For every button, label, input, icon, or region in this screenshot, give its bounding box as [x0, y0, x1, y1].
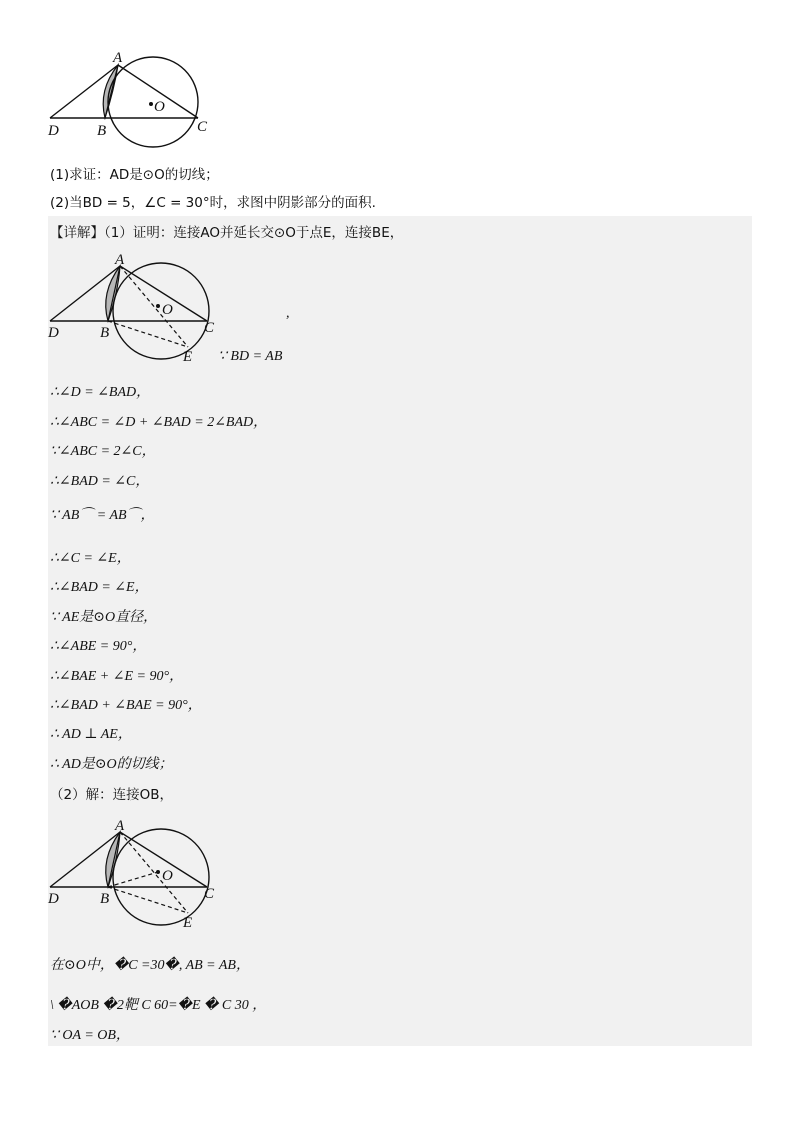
circle-o [113, 829, 209, 925]
step-1: ∴∠D = ∠BAD， [50, 385, 151, 400]
step-7: ∴∠BAD = ∠E， [50, 580, 149, 595]
solution-header: 【详解】（1）证明：连接AO并延长交⊙O于点E，连接BE， [50, 225, 404, 241]
part2-line-1: 在⊙O中，�C =30�, AB = AB， [50, 958, 250, 973]
label-o: O [162, 868, 173, 884]
part2-line-3: ∵ OA = OB， [50, 1028, 130, 1043]
step-10: ∴∠BAE + ∠E = 90°， [50, 669, 184, 684]
label-a: A [115, 818, 125, 834]
circle-o [113, 263, 209, 359]
step-11: ∴∠BAD + ∠BAE = 90°， [50, 698, 202, 713]
label-c: C [204, 320, 215, 336]
step-5: ∵ AB⌒ = AB⌒， [50, 508, 155, 523]
step-4: ∴∠BAD = ∠C， [50, 474, 150, 489]
label-c: C [204, 886, 215, 902]
label-a: A [113, 50, 123, 66]
segment-be-dashed [108, 321, 188, 347]
figure-problem [40, 45, 220, 150]
figure-proof-1 [40, 248, 240, 368]
segment-ae-dashed [120, 832, 188, 913]
figure-proof-2 [40, 814, 240, 934]
step-6: ∴∠C = ∠E， [50, 551, 131, 566]
label-b: B [100, 325, 110, 341]
segment-ob-dashed [108, 872, 158, 887]
center-point [149, 102, 153, 106]
circle-o [108, 57, 198, 147]
step-3: ∵∠ABC = 2∠C， [50, 444, 156, 459]
label-b: B [100, 891, 110, 907]
label-a: A [115, 252, 125, 268]
label-e: E [183, 349, 193, 365]
given-bd-ab: ∵ BD = AB [218, 349, 283, 364]
step-13: ∴ AD是⊙O的切线； [50, 757, 173, 772]
label-o: O [162, 302, 173, 318]
step-2: ∴∠ABC = ∠D + ∠BAD = 2∠BAD， [50, 415, 268, 430]
label-o: O [154, 99, 165, 115]
label-b: B [97, 123, 107, 139]
center-point [156, 304, 160, 308]
step-12: ∴ AD ⊥ AE， [50, 727, 132, 742]
question-part2: (2)当BD = 5，∠C = 30°时，求图中阴影部分的面积. [50, 195, 376, 211]
center-point [156, 870, 160, 874]
question-part1: (1)求证：AD是⊙O的切线； [50, 167, 219, 183]
figure-comma: , [286, 306, 290, 321]
segment-ae-dashed [120, 266, 188, 347]
part2-line-2: \ �AOB �2靶 C 60=�E � C 30 ， [50, 998, 267, 1013]
part2-header: （2）解：连接OB， [50, 787, 173, 803]
label-d: D [48, 123, 59, 139]
label-d: D [48, 325, 59, 341]
label-c: C [197, 119, 208, 135]
step-9: ∴∠ABE = 90°， [50, 639, 147, 654]
label-e: E [183, 915, 193, 931]
step-8: ∵ AE是⊙O直径， [50, 610, 158, 625]
segment-be-dashed [108, 887, 188, 913]
label-d: D [48, 891, 59, 907]
